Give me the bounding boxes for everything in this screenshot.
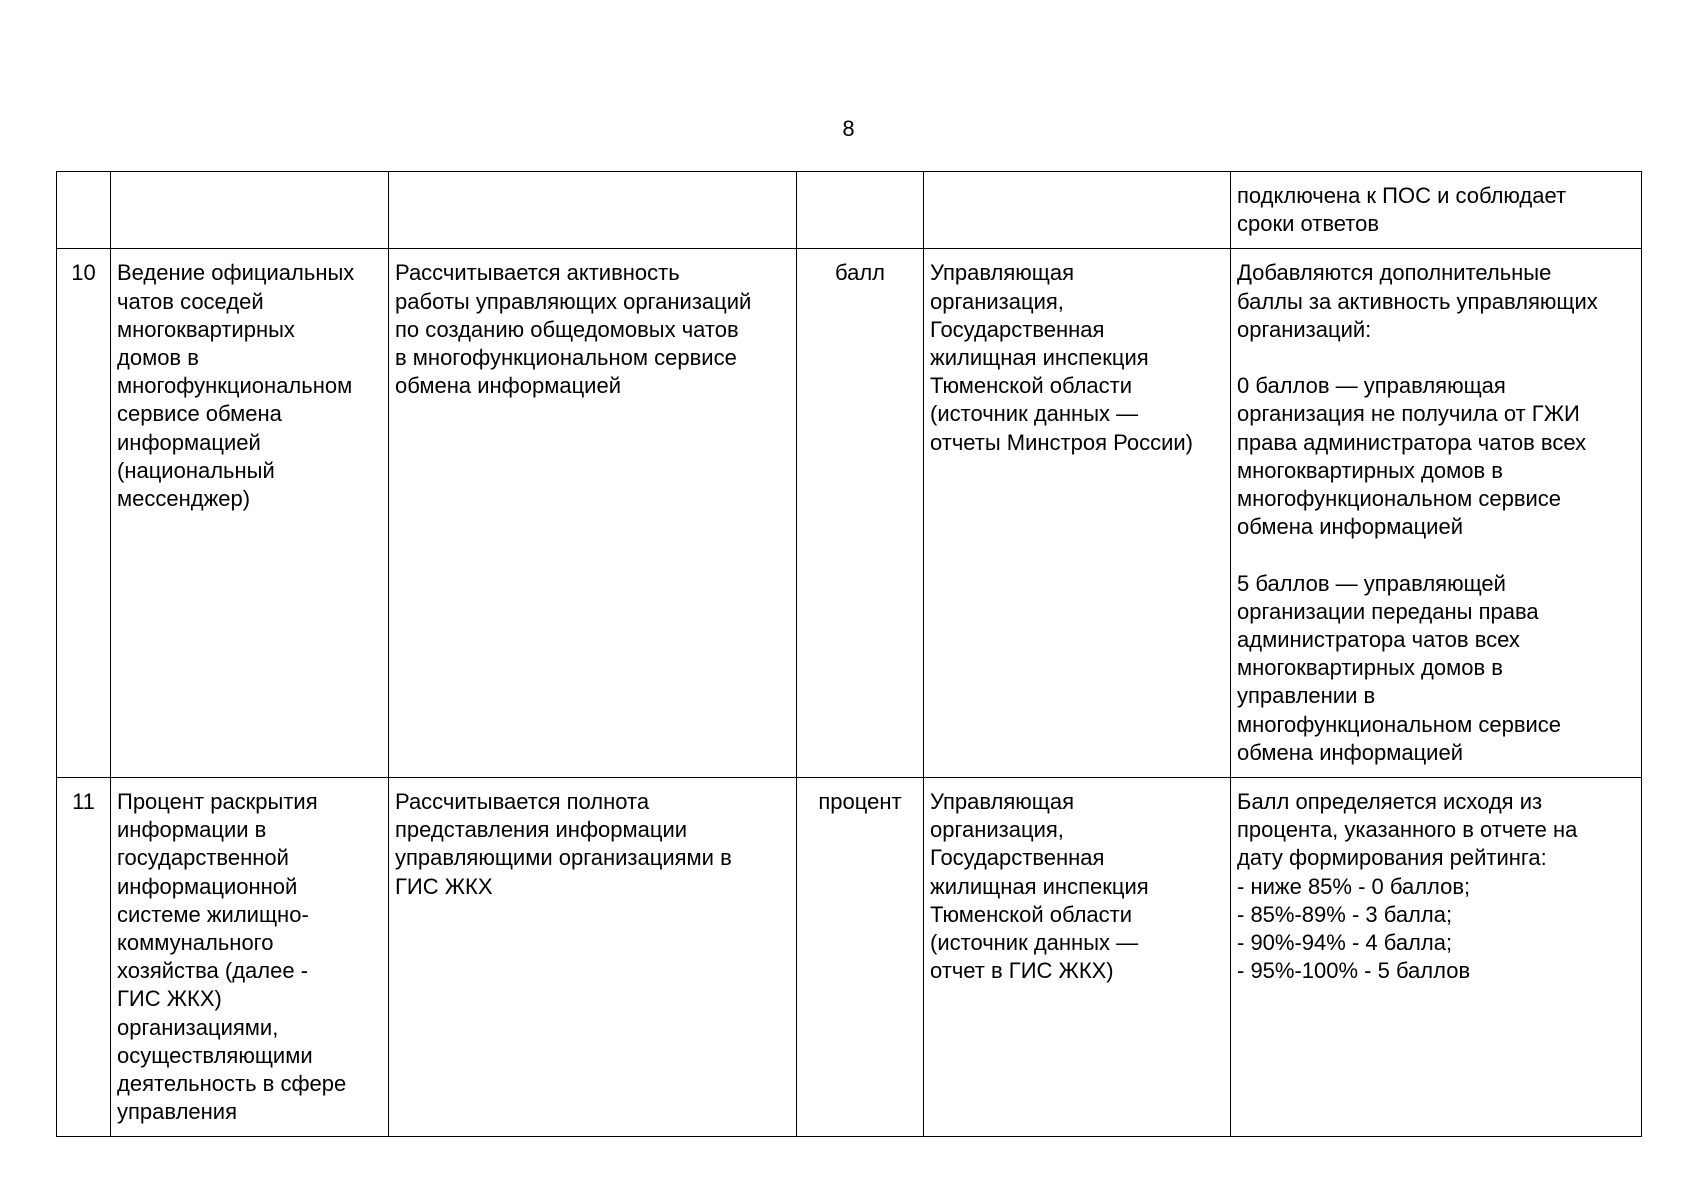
unit-cell: балл — [797, 249, 924, 778]
scoring-line: - 95%-100% - 5 баллов — [1237, 958, 1471, 984]
table-row-10 — [57, 249, 1642, 778]
source-line: Тюменской области — [930, 901, 1133, 927]
method-line: представления информации — [395, 817, 688, 843]
name-line: Ведение официальных — [117, 260, 355, 286]
scoring-cell — [1231, 249, 1642, 778]
source-line: отчет в ГИС ЖКХ) — [930, 958, 1114, 984]
scoring-line: Добавляются дополнительные — [1237, 260, 1552, 286]
page-number: 8 — [842, 116, 855, 141]
indicator-name-cell — [111, 172, 389, 249]
data-source-cell — [924, 249, 1231, 778]
name-line: ГИС ЖКХ) — [117, 986, 222, 1012]
scoring-line: сроки ответов — [1237, 211, 1380, 237]
name-line: управления — [117, 1099, 237, 1125]
name-line: информационной — [117, 873, 298, 899]
name-line: деятельность в сфере — [117, 1071, 347, 1097]
unit-cell — [797, 172, 924, 249]
scoring-line: многоквартирных домов в — [1237, 457, 1503, 483]
name-line: осуществляющими — [117, 1042, 313, 1068]
name-line: Процент раскрытия — [117, 789, 318, 815]
method-line: Рассчитывается полнота — [395, 789, 650, 815]
scoring-cell — [1231, 172, 1642, 249]
scoring-line: 5 баллов — управляющей — [1237, 570, 1506, 596]
scoring-cell — [1231, 778, 1642, 1137]
calculation-method-cell — [389, 778, 797, 1137]
scoring-line: многофункциональном сервисе — [1237, 711, 1562, 737]
name-line: (национальный — [117, 457, 275, 483]
scoring-line: обмена информацией — [1237, 514, 1463, 540]
scoring-line: организации переданы права — [1237, 598, 1539, 624]
name-line: чатов соседей — [117, 288, 264, 314]
name-line: государственной — [117, 845, 289, 871]
name-line: информацией — [117, 429, 261, 455]
scoring-line: обмена информацией — [1237, 739, 1463, 765]
source-line: Государственная — [930, 845, 1105, 871]
name-line: домов в — [117, 345, 199, 371]
source-line: (источник данных — — [930, 930, 1139, 956]
scoring-line: подключена к ПОС и соблюдает — [1237, 183, 1567, 208]
name-line: мессенджер) — [117, 486, 251, 512]
scoring-line: дату формирования рейтинга: — [1237, 845, 1547, 871]
unit-cell: процент — [797, 778, 924, 1137]
criteria-table — [56, 171, 1642, 1137]
row-number-cell: 10 — [57, 249, 111, 778]
source-line: организация, — [930, 288, 1064, 314]
name-line: многофункциональном — [117, 373, 353, 399]
source-line: Государственная — [930, 316, 1105, 342]
table-row-11 — [57, 778, 1642, 1137]
scoring-line: организация не получила от ГЖИ — [1237, 401, 1580, 427]
name-line: сервисе обмена — [117, 401, 282, 427]
source-line: организация, — [930, 817, 1064, 843]
indicator-name-cell — [111, 249, 389, 778]
scoring-line: организаций: — [1237, 316, 1372, 342]
scoring-line: 0 баллов — управляющая — [1237, 373, 1506, 399]
scoring-line: - 90%-94% - 4 балла; — [1237, 930, 1453, 956]
method-line: по созданию общедомовых чатов — [395, 316, 739, 342]
paragraph-gap — [1237, 541, 1635, 569]
name-line: многоквартирных — [117, 316, 295, 342]
source-line: отчеты Минстроя России) — [930, 429, 1193, 455]
scoring-line: многоквартирных домов в — [1237, 655, 1503, 681]
data-source-cell — [924, 172, 1231, 249]
scoring-line: администратора чатов всех — [1237, 627, 1520, 653]
scoring-line: Балл определяется исходя из — [1237, 789, 1543, 815]
source-line: Управляющая — [930, 260, 1075, 286]
row-number-cell: 11 — [57, 778, 111, 1137]
method-line: в многофункциональном сервисе — [395, 345, 737, 371]
calculation-method-cell — [389, 172, 797, 249]
source-line: Тюменской области — [930, 373, 1133, 399]
indicator-name-cell — [111, 778, 389, 1137]
method-line: работы управляющих организаций — [395, 288, 752, 314]
method-line: обмена информацией — [395, 373, 621, 399]
source-line: жилищная инспекция — [930, 873, 1149, 899]
name-line: организациями, — [117, 1014, 279, 1040]
table-row-continuation — [57, 172, 1642, 249]
scoring-line: процента, указанного в отчете на — [1237, 817, 1578, 843]
scoring-line: права администратора чатов всех — [1237, 429, 1587, 455]
scoring-line: баллы за активность управляющих — [1237, 288, 1598, 314]
method-line: ГИС ЖКХ — [395, 873, 493, 899]
scoring-line: многофункциональном сервисе — [1237, 486, 1562, 512]
name-line: хозяйства (далее - — [117, 958, 309, 984]
row-number-cell — [57, 172, 111, 249]
scoring-line: управлении в — [1237, 683, 1376, 709]
name-line: коммунального — [117, 930, 274, 956]
source-line: (источник данных — — [930, 401, 1139, 427]
method-line: Рассчитывается активность — [395, 260, 680, 286]
name-line: информации в — [117, 817, 267, 843]
source-line: Управляющая — [930, 789, 1075, 815]
data-source-cell — [924, 778, 1231, 1137]
scoring-line: - ниже 85% - 0 баллов; — [1237, 873, 1471, 899]
name-line: системе жилищно- — [117, 901, 309, 927]
method-line: управляющими организациями в — [395, 845, 732, 871]
paragraph-gap — [1237, 344, 1635, 372]
scoring-line: - 85%-89% - 3 балла; — [1237, 901, 1453, 927]
calculation-method-cell — [389, 249, 797, 778]
source-line: жилищная инспекция — [930, 345, 1149, 371]
